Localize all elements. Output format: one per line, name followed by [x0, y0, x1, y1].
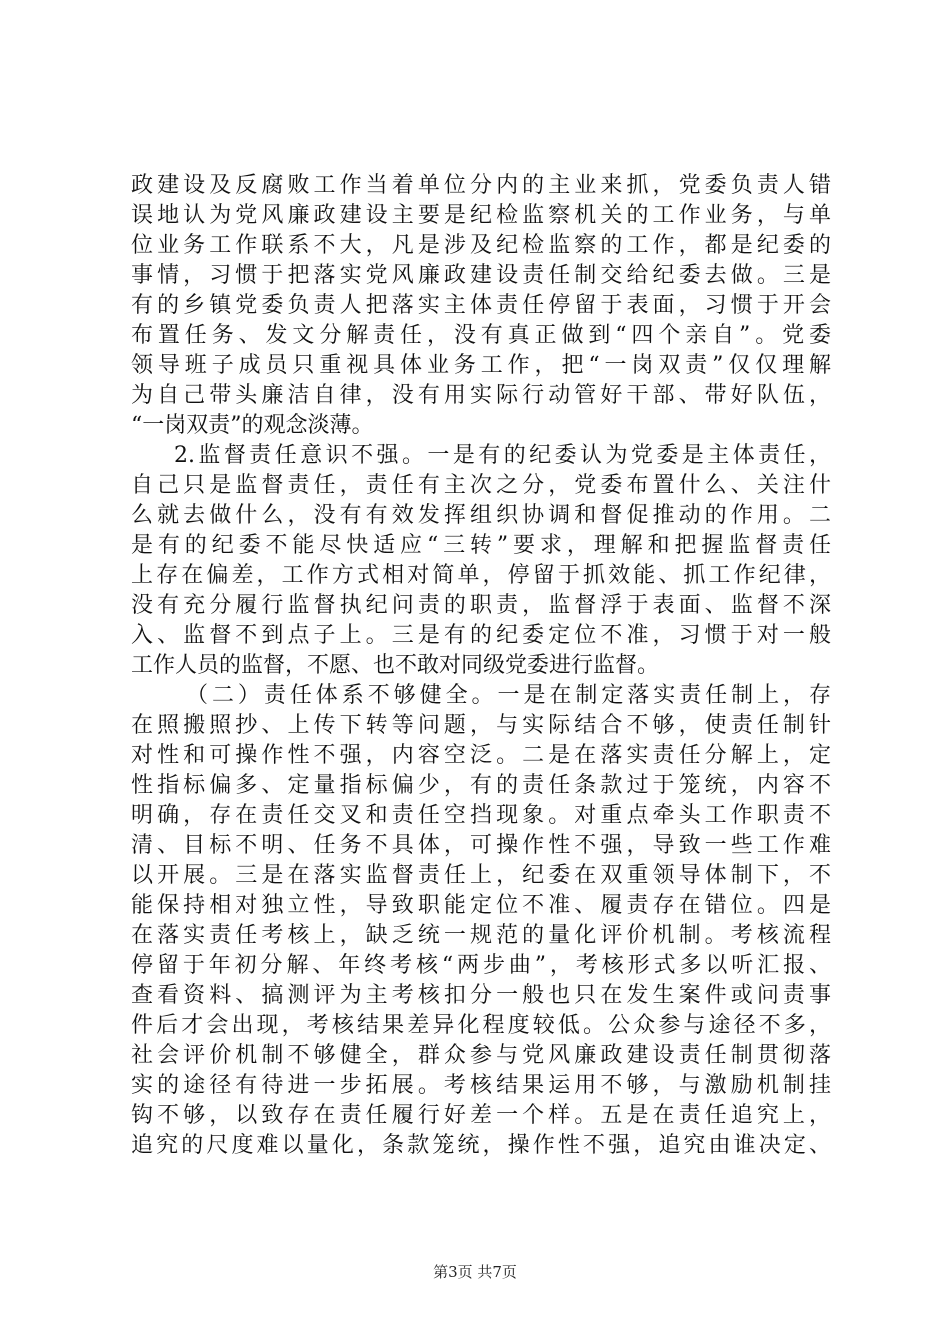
text-line: 明确，存在责任交叉和责任空挡现象。对重点牵头工作职责不 [131, 803, 831, 828]
page-number-label: 第3页 共7页 [433, 1263, 517, 1281]
text-line: （二）责任体系不够健全。一是在制定落实责任制上，存 [186, 683, 831, 708]
text-line: 实的途径有待进一步拓展。考核结果运用不够，与激励机制挂 [131, 1073, 831, 1098]
text-line: 领导班子成员只重视具体业务工作，把“一岗双责”仅仅理解 [131, 353, 831, 378]
text-line: 性指标偏多、定量指标偏少，有的责任条款过于笼统，内容不 [131, 773, 831, 798]
text-line: 在照搬照抄、上传下转等问题，与实际结合不够，使责任制针 [131, 713, 831, 738]
text-line: 自己只是监督责任，责任有主次之分，党委布置什么、关注什 [131, 473, 831, 498]
text-line: 位业务工作联系不大，凡是涉及纪检监察的工作，都是纪委的 [131, 233, 831, 258]
page-footer [0, 1262, 950, 1282]
text-line: 么就去做什么，没有有效发挥组织协调和督促推动的作用。二 [131, 503, 831, 528]
text-line: 停留于年初分解、年终考核“两步曲”，考核形式多以听汇报、 [131, 953, 831, 978]
text-line: 件后才会出现，考核结果差异化程度较低。公众参与途径不多， [131, 1013, 831, 1038]
text-line: 社会评价机制不够健全，群众参与党风廉政建设责任制贯彻落 [131, 1043, 831, 1068]
text-line: 清、目标不明、任务不具体，可操作性不强，导致一些工作难 [131, 833, 831, 858]
text-line: 以开展。三是在落实监督责任上，纪委在双重领导体制下，不 [131, 863, 831, 888]
text-line: 能保持相对独立性，导致职能定位不准、履责存在错位。四是 [131, 893, 831, 918]
text-line: 钩不够，以致存在责任履行好差一个样。五是在责任追究上， [131, 1103, 831, 1128]
body-text [131, 171, 831, 1161]
text-line: 是有的纪委不能尽快适应“三转”要求，理解和把握监督责任 [131, 533, 831, 558]
text-line: 没有充分履行监督执纪问责的职责，监督浮于表面、监督不深 [131, 593, 831, 618]
text-line: 追究的尺度难以量化，条款笼统，操作性不强，追究由谁决定、 [131, 1133, 831, 1158]
text-line: 事情，习惯于把落实党风廉政建设责任制交给纪委去做。三是 [131, 263, 831, 288]
text-line: “一岗双责”的观念淡薄。 [131, 413, 374, 438]
text-line: 对性和可操作性不强，内容空泛。二是在落实责任分解上，定 [131, 743, 831, 768]
text-line: 误地认为党风廉政建设主要是纪检监察机关的工作业务，与单 [131, 203, 831, 228]
text-line: 政建设及反腐败工作当着单位分内的主业来抓，党委负责人错 [131, 173, 831, 198]
text-line: 2.监督责任意识不强。一是有的纪委认为党委是主体责任， [174, 443, 831, 468]
text-line: 有的乡镇党委负责人把落实主体责任停留于表面，习惯于开会 [131, 293, 831, 318]
text-line: 在落实责任考核上，缺乏统一规范的量化评价机制。考核流程 [131, 923, 831, 948]
text-line: 查看资料、搞测评为主考核扣分一般也只在发生案件或问责事 [131, 983, 831, 1008]
text-line: 入、监督不到点子上。三是有的纪委定位不准，习惯于对一般 [131, 623, 831, 648]
text-line: 布置任务、发文分解责任，没有真正做到“四个亲自”。党委 [131, 323, 831, 348]
text-line: 上存在偏差，工作方式相对简单，停留于抓效能、抓工作纪律， [131, 563, 831, 588]
text-line: 为自己带头廉洁自律，没有用实际行动管好干部、带好队伍， [131, 383, 831, 408]
text-line: 工作人员的监督，不愿、也不敢对同级党委进行监督。 [131, 653, 660, 678]
